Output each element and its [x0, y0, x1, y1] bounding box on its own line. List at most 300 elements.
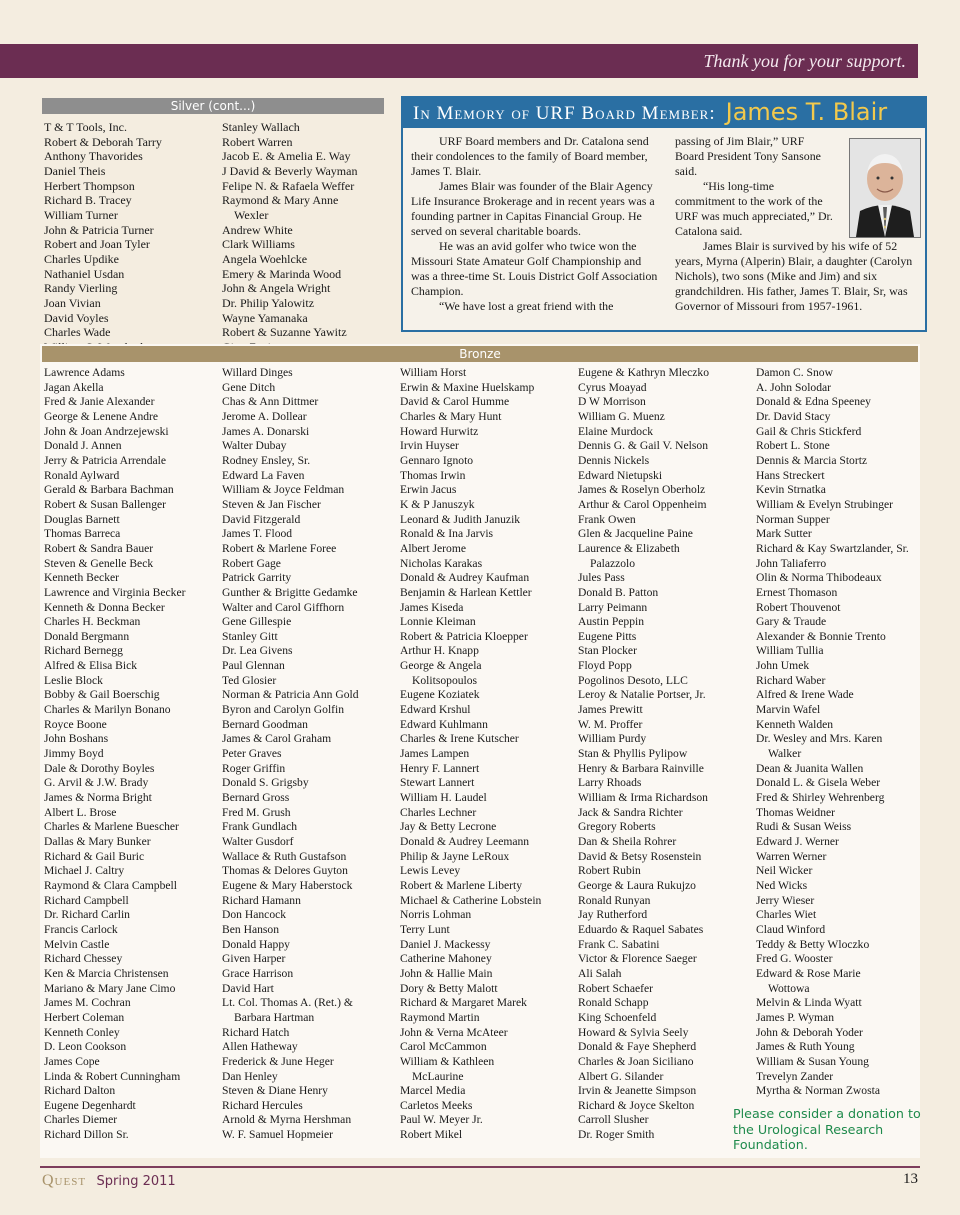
donor-name: Dennis & Marcia Stortz — [756, 453, 868, 467]
donor-name: Olin & Norma Thibodeaux — [756, 571, 882, 585]
donor-name: Gunther & Brigitte Gedamke — [222, 585, 358, 599]
donor-name: Angela Woehlcke — [222, 251, 308, 266]
donor-name: Donald B. Patton — [578, 585, 659, 599]
donor-name: David Fitzgerald — [222, 512, 301, 526]
donor-name: Myrtha & Norman Zwosta — [756, 1084, 880, 1098]
donor-name: Allen Hatheway — [222, 1040, 298, 1054]
donor-name: Ken & Marcia Christensen — [44, 966, 169, 980]
donor-name: Ronald Schapp — [578, 996, 649, 1010]
donor-name: Howard Hurwitz — [400, 424, 479, 438]
donor-name: Grace Harrison — [222, 966, 294, 980]
donor-name: Richard Campbell — [44, 893, 129, 907]
memorial-paragraph: James Blair is survived by his wife of 52 years, Myrna (Alperin) Blair, a daughter (Carolyn Nichols), two sons (Mike and Jim) and six grandchildren. His father, James T. Blair, Sr, was Governor of Missouri from 1957-1961. — [675, 239, 913, 313]
donor-name: Charles & Joan Siciliano — [578, 1054, 694, 1068]
donor-name: Eugene Pitts — [578, 629, 637, 643]
donor-name: Larry Peimann — [578, 600, 648, 614]
memorial-paragraph: URF Board members and Dr. Catalona send their condolences to the family of Board member, James T. Blair. — [411, 134, 649, 178]
donor-name: Charles & Marlene Buescher — [44, 820, 179, 834]
donor-name: John Taliaferro — [756, 556, 827, 570]
donor-name: Paul W. Meyer Jr. — [400, 1113, 483, 1127]
donor-name: Robert & Marlene Foree — [222, 541, 337, 555]
memorial-name: James T. Blair — [725, 98, 888, 126]
donor-name: Richard Bernegg — [44, 644, 123, 658]
donor-name: Richard Hamann — [222, 893, 301, 907]
donor-name: Arthur & Carol Oppenheim — [578, 497, 707, 511]
donor-name: Trevelyn Zander — [756, 1069, 834, 1083]
donor-name: Thomas Weidner — [756, 805, 836, 819]
portrait-illustration — [850, 139, 920, 237]
donor-name: Henry F. Lannert — [400, 761, 480, 775]
donor-name: Warren Werner — [756, 849, 827, 863]
donor-name: Ted Glosier — [222, 673, 277, 687]
memorial-paragraph: James Blair was founder of the Blair Agency Life Insurance Brokerage and in recent years was a founding partner in Capitas Financial Group. He served on several charitable boards. — [411, 179, 655, 238]
donor-name: Dallas & Mary Bunker — [44, 835, 151, 848]
donor-name: McLaurine — [412, 1069, 464, 1083]
donor-name: James & Ruth Young — [756, 1040, 855, 1054]
donor-name: Jimmy Boyd — [44, 747, 104, 761]
donor-name: Dr. Lea Givens — [222, 644, 293, 658]
donor-name: Ronald Aylward — [44, 468, 120, 482]
donor-name: Herbert Coleman — [44, 1010, 125, 1024]
donor-name: Jacob E. & Amelia E. Way — [222, 149, 351, 164]
donor-name: Richard & Kay Swartzlander, Sr. — [756, 541, 909, 555]
donor-name: W. F. Samuel Hopmeier — [222, 1128, 334, 1142]
donor-name: Leslie Block — [44, 673, 103, 687]
donor-name: Elaine Murdock — [578, 424, 654, 438]
donor-name: Fred & Shirley Wehrenberg — [756, 791, 885, 805]
donor-name: Stanley Gitt — [222, 629, 278, 643]
donor-name: Daniel J. Mackessy — [400, 937, 491, 951]
donor-name: John & Hallie Main — [400, 966, 493, 980]
donor-name: Felipe N. & Rafaela Weffer — [222, 178, 355, 193]
memorial-paragraph: He was an avid golfer who twice won the Missouri State Amateur Golf Championship and was a three-time St. Louis District Golf Association Champion. — [411, 239, 658, 298]
donor-name: Given Harper — [222, 952, 286, 966]
donor-name: James Prewitt — [578, 703, 643, 717]
donor-name: Wexler — [234, 207, 269, 222]
donor-name: Don Hancock — [222, 908, 287, 922]
donor-name: Leroy & Natalie Portser, Jr. — [578, 688, 706, 702]
donor-name: James Cope — [44, 1054, 100, 1068]
donation-note: Please consider a donation to the Urological Research Foundation. — [733, 1106, 921, 1152]
donor-name: Donald & Audrey Leemann — [400, 835, 530, 848]
donor-name: Pogolinos Desoto, LLC — [578, 673, 688, 687]
donor-name: William & Irma Richardson — [578, 791, 708, 805]
silver-section-header: Silver (cont...) — [42, 98, 384, 114]
memorial-paragraph: “His long-time commitment to the work of the URF was much appreciated,” Dr. Catalona said. — [675, 179, 833, 238]
memorial-paragraph: “We have lost a great friend with the — [439, 299, 614, 313]
donor-name: David Voyles — [44, 310, 109, 325]
donor-name: William & Joyce Feldman — [222, 483, 345, 497]
bronze-column-4 — [578, 366, 752, 1143]
donor-name: Kevin Strnatka — [756, 483, 826, 497]
donor-name: Wottowa — [768, 981, 810, 995]
donor-name: Thomas & Delores Guyton — [222, 864, 348, 878]
header-banner — [0, 44, 918, 78]
donor-name: James P. Wyman — [756, 1010, 834, 1024]
donor-name: Kenneth Walden — [756, 717, 834, 731]
donor-name: Patrick Garrity — [222, 571, 292, 585]
donor-name: Robert & Suzanne Yawitz — [222, 325, 347, 340]
donor-name: K & P Januszyk — [400, 497, 475, 511]
donor-name: Donald Happy — [222, 937, 290, 951]
donor-name: Gennaro Ignoto — [400, 453, 474, 467]
footer-masthead — [42, 1172, 176, 1190]
donor-name: Steven & Jan Fischer — [222, 497, 321, 511]
donor-name: Floyd Popp — [578, 659, 632, 673]
donor-name: John Umek — [756, 659, 810, 673]
donor-name: Melvin & Linda Wyatt — [756, 996, 862, 1010]
donor-name: William & Susan Young — [756, 1054, 869, 1068]
donor-name: Walker — [768, 747, 802, 761]
donor-name: Robert & Patricia Kloepper — [400, 629, 528, 643]
donor-name: Donald Bergmann — [44, 629, 130, 643]
donor-name: Mariano & Mary Jane Cimo — [44, 981, 176, 995]
donor-name: Jay & Betty Lecrone — [400, 820, 497, 834]
donor-name: William Turner — [44, 207, 118, 222]
donor-name: Jules Pass — [578, 571, 625, 585]
donor-name: Neil Wicker — [756, 864, 813, 878]
donor-name: Fred G. Wooster — [756, 952, 833, 966]
donor-name: Ronald Runyan — [578, 893, 651, 907]
donor-name: Erwin & Maxine Huelskamp — [400, 380, 535, 394]
donor-name: John & Deborah Yoder — [756, 1025, 863, 1039]
donor-name: Kenneth & Donna Becker — [44, 600, 165, 614]
donor-name: Donald S. Grigsby — [222, 776, 309, 790]
donor-name: Dale & Dorothy Boyles — [44, 761, 155, 775]
donor-name: Francis Carlock — [44, 922, 118, 936]
donor-name: Norris Lohman — [400, 908, 472, 922]
donor-name: Robert and Joan Tyler — [44, 237, 150, 252]
donor-name: Donald & Faye Shepherd — [578, 1040, 697, 1054]
donor-name: Jerome A. Dollear — [222, 409, 307, 423]
donor-name: Gail & Chris Stickferd — [756, 424, 862, 438]
donor-name: Chas & Ann Dittmer — [222, 395, 319, 409]
bronze-column-5 — [756, 366, 920, 1099]
donor-name: Richard Hatch — [222, 1025, 290, 1039]
donor-name: Edward Krshul — [400, 703, 471, 717]
donor-name: Donald & Edna Speeney — [756, 395, 871, 409]
donor-name: George & Laura Rukujzo — [578, 878, 696, 892]
silver-column-1 — [44, 120, 216, 355]
donor-name: Charles & Irene Kutscher — [400, 732, 519, 746]
donor-name: Lewis Levey — [400, 864, 461, 878]
donor-name: Randy Vierling — [44, 281, 118, 296]
donor-name: Edward J. Werner — [756, 835, 839, 848]
donor-name: James & Carol Graham — [222, 732, 332, 746]
memorial-header — [403, 98, 925, 128]
donor-name: Robert Gage — [222, 556, 281, 570]
donor-name: Eugene Degenhardt — [44, 1098, 136, 1112]
donor-name: Dr. Wesley and Mrs. Karen — [756, 732, 883, 746]
donor-name: Dr. David Stacy — [756, 409, 831, 423]
donor-name: Carol McCammon — [400, 1040, 487, 1054]
magazine-name: Quest — [42, 1172, 87, 1189]
donor-name: William G. Muenz — [578, 409, 665, 423]
donor-name: Dean & Juanita Wallen — [756, 761, 864, 775]
donor-name: Dan Henley — [222, 1069, 278, 1083]
donor-name: Marvin Wafel — [756, 703, 821, 717]
donor-name: Richard Dillon Sr. — [44, 1128, 129, 1142]
donor-name: Frederick & June Heger — [222, 1054, 334, 1068]
memorial-paragraph: passing of Jim Blair,” URF Board President Tony Sansone said. — [675, 134, 821, 178]
donor-name: John & Angela Wright — [222, 281, 331, 296]
donor-name: Bernard Gross — [222, 791, 290, 805]
donor-name: Melvin Castle — [44, 937, 110, 951]
donor-name: J David & Beverly Wayman — [222, 163, 358, 178]
donor-name: William & Kathleen — [400, 1054, 495, 1068]
donor-name: Claud Winford — [756, 922, 826, 936]
donor-name: Linda & Robert Cunningham — [44, 1069, 181, 1083]
issue-label: Spring 2011 — [96, 1174, 176, 1189]
memorial-box — [401, 96, 927, 332]
footer-divider — [40, 1166, 920, 1168]
donor-name: D W Morrison — [578, 395, 646, 409]
donor-name: Michael J. Caltry — [44, 864, 125, 878]
donor-name: John & Patricia Turner — [44, 222, 154, 237]
donor-name: George & Lenene Andre — [44, 409, 159, 423]
donor-name: Robert Mikel — [400, 1128, 463, 1142]
donor-name: Gregory Roberts — [578, 820, 656, 834]
donor-name: Gene Ditch — [222, 380, 276, 394]
donor-name: Stanley Wallach — [222, 120, 300, 134]
donor-name: James & Roselyn Oberholz — [578, 483, 706, 497]
donor-name: Dr. Richard Carlin — [44, 908, 130, 922]
donor-name: Edward Kuhlmann — [400, 717, 488, 731]
donor-name: Raymond Martin — [400, 1010, 480, 1024]
donor-name: Nicholas Karakas — [400, 556, 483, 570]
donor-name: Steven & Genelle Beck — [44, 556, 154, 570]
donor-name: Erwin Jacus — [400, 483, 457, 497]
donor-name: Robert Warren — [222, 134, 293, 149]
memorial-text-right-top — [675, 134, 835, 239]
donor-name: William H. Laudel — [400, 791, 487, 805]
donor-name: Robert L. Stone — [756, 439, 830, 453]
donor-name: David & Carol Humme — [400, 395, 510, 409]
donor-name: Rudi & Susan Weiss — [756, 820, 852, 834]
donor-name: Damon C. Snow — [756, 366, 833, 379]
donor-name: A. John Solodar — [756, 380, 832, 394]
donor-name: Robert Schaefer — [578, 981, 654, 995]
donor-name: Charles & Mary Hunt — [400, 409, 502, 423]
donor-name: Stan & Phyllis Pylipow — [578, 747, 688, 761]
donor-name: Lawrence Adams — [44, 366, 125, 379]
donor-name: Edward La Faven — [222, 468, 305, 482]
donor-name: Barbara Hartman — [234, 1010, 315, 1024]
donor-name: Eduardo & Raquel Sabates — [578, 922, 704, 936]
donor-name: Jagan Akella — [44, 380, 104, 394]
donor-name: Nathaniel Usdan — [44, 266, 125, 281]
donor-name: Gene Gillespie — [222, 615, 292, 629]
donor-name: Charles & Marilyn Bonano — [44, 703, 171, 717]
donor-name: Jack & Sandra Richter — [578, 805, 683, 819]
donor-name: Peter Graves — [222, 747, 282, 761]
donor-name: Richard Dalton — [44, 1084, 116, 1098]
donor-name: William & Evelyn Strubinger — [756, 497, 894, 511]
donor-name: Robert Rubin — [578, 864, 641, 878]
donor-name: Catherine Mahoney — [400, 952, 492, 966]
portrait-photo — [849, 138, 921, 238]
donor-name: Frank C. Sabatini — [578, 937, 660, 951]
donor-name: Arthur H. Knapp — [400, 644, 479, 658]
memorial-text-right-bottom — [675, 239, 921, 314]
donor-name: James M. Cochran — [44, 996, 131, 1010]
donor-name: Edward & Rose Marie — [756, 966, 861, 980]
donor-name: Lawrence and Virginia Becker — [44, 585, 186, 599]
donor-name: Dr. Roger Smith — [578, 1128, 655, 1142]
donor-name: Paul Glennan — [222, 659, 285, 673]
donor-name: Charles H. Beckman — [44, 615, 141, 629]
donor-name: Richard Waber — [756, 673, 826, 687]
donor-name: Ernest Thomason — [756, 585, 838, 599]
donor-name: Norman Supper — [756, 512, 830, 526]
donor-name: Donald L. & Gisela Weber — [756, 776, 881, 790]
donor-name: Irvin & Jeanette Simpson — [578, 1084, 697, 1098]
donor-name: William Purdy — [578, 732, 647, 746]
bronze-column-3 — [400, 366, 574, 1143]
donor-name: Carroll Slusher — [578, 1113, 649, 1127]
donor-name: Albert L. Brose — [44, 805, 117, 819]
donor-name: Donald J. Annen — [44, 439, 122, 453]
donor-name: Dory & Betty Malott — [400, 981, 498, 995]
donor-name: Terry Lunt — [400, 922, 450, 936]
donor-name: Jay Rutherford — [578, 908, 648, 922]
donor-name: Kenneth Becker — [44, 571, 120, 585]
donor-name: Richard B. Tracey — [44, 193, 132, 208]
donor-name: King Schoenfeld — [578, 1010, 657, 1024]
donor-name: Dennis Nickels — [578, 453, 650, 467]
donor-name: T & T Tools, Inc. — [44, 120, 127, 134]
donor-name: Hans Streckert — [756, 468, 825, 482]
donor-name: Charles Wiet — [756, 908, 817, 922]
donor-name: Douglas Barnett — [44, 512, 120, 526]
donor-name: Leonard & Judith Januzik — [400, 512, 521, 526]
bronze-column-2 — [222, 366, 396, 1143]
donor-name: Ned Wicks — [756, 878, 808, 892]
donor-name: Dennis G. & Gail V. Nelson — [578, 439, 708, 453]
donor-name: Irvin Huyser — [400, 439, 459, 453]
donor-name: William Horst — [400, 366, 467, 379]
donor-name: Howard & Sylvia Seely — [578, 1025, 689, 1039]
donor-name: D. Leon Cookson — [44, 1040, 127, 1054]
donor-name: Richard & Margaret Marek — [400, 996, 527, 1010]
donor-name: Lonnie Kleiman — [400, 615, 476, 629]
donor-name: Robert & Marlene Liberty — [400, 878, 523, 892]
donor-name: Walter and Carol Giffhorn — [222, 600, 345, 614]
donor-name: Royce Boone — [44, 717, 107, 731]
bronze-section-header: Bronze — [42, 346, 918, 362]
donor-name: Walter Gusdorf — [222, 835, 294, 848]
donor-name: Stan Plocker — [578, 644, 637, 658]
donor-name: Alexander & Bonnie Trento — [756, 629, 886, 643]
donor-name: Kenneth Conley — [44, 1025, 120, 1039]
donor-name: Carletos Meeks — [400, 1098, 473, 1112]
donor-name: William Tullia — [756, 644, 824, 658]
donor-name: Eugene & Mary Haberstock — [222, 878, 353, 892]
donor-name: Charles Wade — [44, 325, 111, 340]
donor-name: Wallace & Ruth Gustafson — [222, 849, 347, 863]
donor-name: Raymond & Clara Campbell — [44, 878, 177, 892]
donor-name: Herbert Thompson — [44, 178, 135, 193]
donor-name: Wayne Yamanaka — [222, 310, 308, 325]
donor-name: Charles Lechner — [400, 805, 477, 819]
donor-name: Gary & Traude — [756, 615, 827, 629]
donor-name: David Hart — [222, 981, 274, 995]
donor-name: Robert & Deborah Tarry — [44, 134, 162, 149]
header-tagline: Thank you for your support. — [703, 51, 906, 71]
donor-name: Charles Diemer — [44, 1113, 118, 1127]
donor-name: Ali Salah — [578, 966, 622, 980]
donor-name: Palazzolo — [590, 556, 636, 570]
donor-name: Thomas Irwin — [400, 468, 466, 482]
donor-name: Dan & Sheila Rohrer — [578, 835, 677, 848]
donor-name: Henry & Barbara Rainville — [578, 761, 704, 775]
donor-name: Bobby & Gail Boerschig — [44, 688, 160, 702]
donor-name: Ronald & Ina Jarvis — [400, 527, 494, 541]
donor-name: John Boshans — [44, 732, 109, 746]
donor-name: Jerry & Patricia Arrendale — [44, 453, 167, 467]
donor-name: Willard Dinges — [222, 366, 293, 379]
silver-column-2 — [222, 120, 392, 355]
donor-name: Kolitsopoulos — [412, 673, 478, 687]
donor-name: Fred & Janie Alexander — [44, 395, 155, 409]
donor-name: Michael & Catherine Lobstein — [400, 893, 542, 907]
donor-name: Albert Jerome — [400, 541, 466, 555]
donor-name: James A. Donarski — [222, 424, 310, 438]
donor-name: Joan Vivian — [44, 295, 101, 310]
donor-name: Richard Chessey — [44, 952, 123, 966]
donor-name: Dr. Philip Yalowitz — [222, 295, 315, 310]
donor-name: John & Verna McAteer — [400, 1025, 508, 1039]
donor-name: James Lampen — [400, 747, 470, 761]
donor-name: Walter Dubay — [222, 439, 287, 453]
memorial-text-left — [411, 134, 661, 314]
donor-name: Edward Nietupski — [578, 468, 663, 482]
donor-name: Robert Thouvenot — [756, 600, 841, 614]
donor-name: Frank Owen — [578, 512, 636, 526]
donor-name: Alfred & Elisa Bick — [44, 659, 138, 673]
donor-name: Anthony Thavorides — [44, 149, 143, 164]
donor-name: George & Angela — [400, 659, 482, 673]
donor-name: Richard Hercules — [222, 1098, 303, 1112]
donor-name: Raymond & Mary Anne — [222, 193, 339, 208]
donor-name: Robert & Sandra Bauer — [44, 541, 154, 555]
donor-name: John & Joan Andrzejewski — [44, 424, 169, 438]
donor-name: Fred M. Grush — [222, 805, 291, 819]
bronze-column-1 — [44, 366, 218, 1143]
donor-name: Byron and Carolyn Golfin — [222, 703, 345, 717]
donor-name: Steven & Diane Henry — [222, 1084, 328, 1098]
donor-name: Laurence & Elizabeth — [578, 541, 680, 555]
donor-name: Bernard Goodman — [222, 717, 308, 731]
donor-name: Cyrus Moayad — [578, 380, 647, 394]
donor-name: Glen & Jacqueline Paine — [578, 527, 693, 541]
donor-name: Stewart Lannert — [400, 776, 475, 790]
donor-name: Frank Gundlach — [222, 820, 298, 834]
donor-name: James & Norma Bright — [44, 791, 152, 805]
donor-name: W. M. Proffer — [578, 717, 643, 731]
donor-name: David & Betsy Rosenstein — [578, 849, 702, 863]
donor-name: Emery & Marinda Wood — [222, 266, 342, 281]
donor-name: Eugene Koziatek — [400, 688, 480, 702]
page-number: 13 — [903, 1171, 918, 1187]
donor-name: Gerald & Barbara Bachman — [44, 483, 174, 497]
donor-name: Philip & Jayne LeRoux — [400, 849, 510, 863]
donor-name: Austin Peppin — [578, 615, 645, 629]
donor-name: Alfred & Irene Wade — [756, 688, 854, 702]
donor-name: Victor & Florence Saeger — [578, 952, 697, 966]
donor-name: Daniel Theis — [44, 163, 106, 178]
donor-name: Larry Rhoads — [578, 776, 642, 790]
